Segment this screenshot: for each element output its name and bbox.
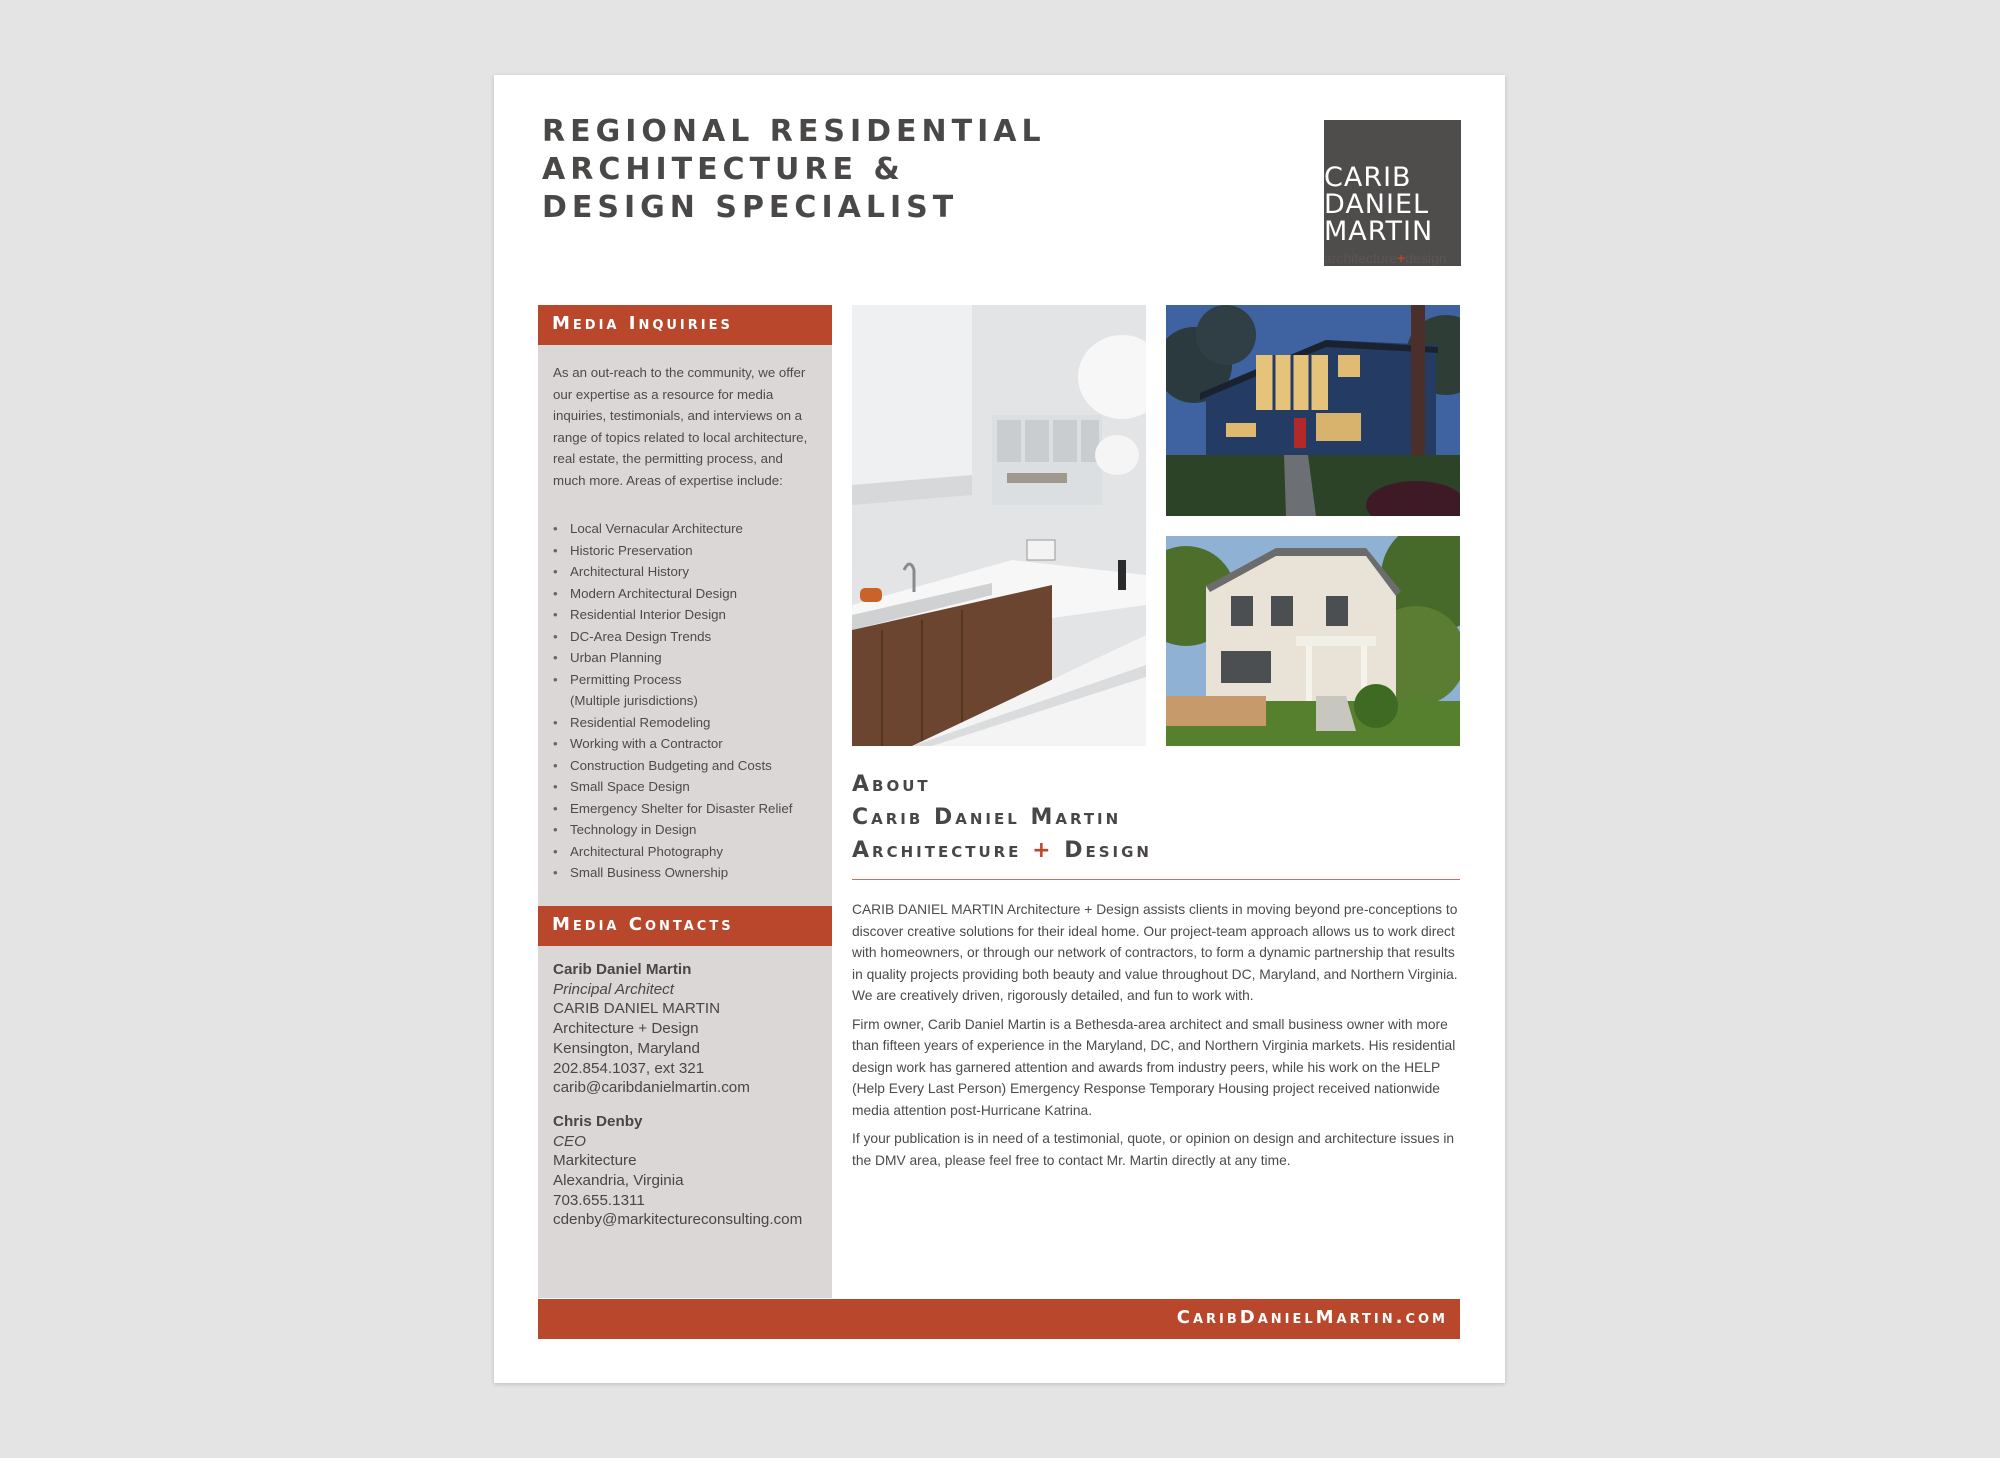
flyer-page (494, 75, 1505, 1383)
about-heading-line-1: About (852, 772, 931, 797)
list-item: • Historic Preservation (553, 540, 828, 562)
kitchen-interior-photo (852, 305, 1146, 746)
contacts-list (553, 960, 828, 1244)
contact-email[interactable]: carib@caribdanielmartin.com (553, 1079, 750, 1097)
contact-org: Markitecture (553, 1152, 637, 1170)
logo-tagline-left: architecture (1324, 250, 1398, 266)
logo-word-martin: MARTIN (1324, 216, 1434, 247)
about-heading-design: Design (1064, 838, 1152, 863)
list-item: • Urban Planning (553, 647, 828, 669)
company-logo (1324, 120, 1461, 266)
list-item: • Architectural History (553, 561, 828, 583)
about-heading-line-3 (852, 834, 1452, 867)
media-inquiries-intro: As an out-reach to the community, we offer our expertise as a resource for media inquiries, testimonials, and interviews on a range of topics related to local architecture, real estate, the permitting process, and much more. Areas of expertise include: (553, 365, 808, 488)
list-item: • Modern Architectural Design (553, 583, 828, 605)
list-item: • Small Business Ownership (553, 862, 828, 884)
kitchen-illustration (852, 305, 1146, 746)
contact-role: Principal Architect (553, 980, 674, 998)
sidebar (538, 305, 832, 1298)
divider (852, 879, 1460, 880)
list-item: • Local Vernacular Architecture (553, 518, 828, 540)
website-link[interactable]: CaribDanielMartin.com (1176, 1307, 1448, 1328)
list-item: • Construction Budgeting and Costs (553, 755, 828, 777)
house-day-illustration (1166, 536, 1460, 746)
footer-band (538, 1299, 1460, 1339)
logo-word-daniel: DANIEL (1324, 189, 1430, 220)
about-heading-line-2: Carib Daniel Martin (852, 805, 1122, 830)
contact-phone[interactable]: 202.854.1037, ext 321 (553, 1059, 705, 1077)
list-item: • Permitting Process (Multiple jurisdictions) (553, 669, 700, 712)
modern-house-dusk-photo (1166, 305, 1460, 516)
list-item: • Emergency Shelter for Disaster Relief (553, 798, 828, 820)
headline-line-2: ARCHITECTURE & (542, 152, 905, 187)
page-headline (542, 113, 1182, 227)
media-contacts-header (538, 906, 832, 946)
traditional-house-day-photo (1166, 536, 1460, 746)
about-body (852, 899, 1462, 1178)
media-inquiries-header (538, 305, 832, 345)
logo-tagline-right: design (1405, 250, 1447, 266)
media-inquiries-title: Media Inquiries (552, 313, 733, 334)
list-item: • Small Space Design (553, 776, 828, 798)
contact-org: CARIB DANIEL MARTIN (553, 1000, 721, 1018)
about-heading (852, 768, 1452, 867)
contact-name: Carib Daniel Martin (553, 961, 692, 978)
list-item: • Residential Remodeling (553, 712, 828, 734)
list-item: • DC-Area Design Trends (553, 626, 828, 648)
plus-icon: + (1032, 838, 1054, 863)
contact-email[interactable]: cdenby@markitectureconsulting.com (553, 1211, 803, 1229)
contact-card (553, 960, 828, 1098)
list-item: • Technology in Design (553, 819, 828, 841)
contact-phone[interactable]: 703.655.1311 (553, 1191, 645, 1209)
list-item: • Architectural Photography (553, 841, 828, 863)
headline-line-3: DESIGN SPECIALIST (542, 190, 959, 225)
contact-location: Kensington, Maryland (553, 1039, 700, 1057)
list-item: • Working with a Contractor (553, 733, 828, 755)
contact-org-line-2: Architecture + Design (553, 1020, 699, 1038)
contact-name: Chris Denby (553, 1112, 643, 1130)
contact-card (553, 1112, 828, 1230)
list-item: • Residential Interior Design (553, 604, 828, 626)
about-heading-architecture: Architecture (852, 838, 1022, 863)
contact-role: CEO (553, 1132, 586, 1150)
about-paragraph: CARIB DANIEL MARTIN Architecture + Design assists clients in moving beyond pre-conceptions to discover creative solutions for their ideal home. Our project-team approach allows us to work direct with homeowners, or through our network of contractors, to form a dynamic partnership that results in quality projects providing both beauty and value throughout DC, Maryland, and Northern Virginia. We are creatively driven, rigorously detailed, and fun to work with. (852, 902, 1458, 1003)
logo-word-carib: CARIB (1324, 162, 1412, 193)
about-paragraph: Firm owner, Carib Daniel Martin is a Bethesda-area architect and small business owner with more than fifteen years of experience in the Maryland, DC, and Northern Virginia markets. His residential design work has garnered attention and awards from industry peers, while his work on the HELP (Help Every Last Person) Emergency Response Temporary Housing project received nationwide media attention post-Hurricane Katrina. (852, 1016, 1456, 1118)
media-contacts-title: Media Contacts (552, 914, 734, 935)
about-paragraph: If your publication is in need of a testimonial, quote, or opinion on design and architecture issues in the DMV area, please feel free to contact Mr. Martin directly at any time. (852, 1131, 1455, 1168)
headline-line-1: REGIONAL RESIDENTIAL (542, 114, 1046, 149)
logo-plus-icon: + (1397, 250, 1406, 266)
logo-tagline (1324, 250, 1447, 266)
expertise-list (553, 518, 828, 884)
contact-location: Alexandria, Virginia (553, 1172, 684, 1190)
house-dusk-illustration (1166, 305, 1460, 516)
